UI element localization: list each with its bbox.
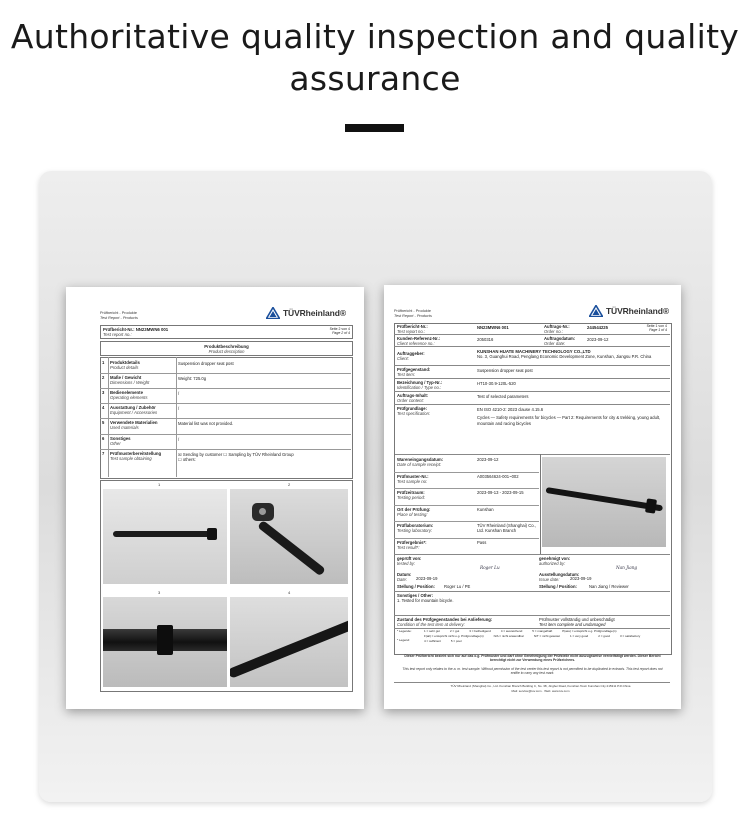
spec-label-en: Test specification: xyxy=(397,411,431,417)
product-photo-1 xyxy=(103,489,227,584)
tuv-logo xyxy=(266,306,346,320)
doc-header-line: Prüfbericht - Produkte xyxy=(394,309,431,313)
description-row xyxy=(100,373,351,389)
photo-number: 3 xyxy=(158,590,161,595)
legend-label-en: * Legend: xyxy=(397,637,410,642)
legend-item: P(ass) = entspricht o.g. Prüfgrundlage(n) xyxy=(562,629,617,633)
legend-item: N/T = nicht getestet xyxy=(533,633,560,638)
order-content: Test of selected parameters xyxy=(477,394,529,399)
page-number: Seite 2 von 4 xyxy=(329,327,350,331)
row-value: Suspension dropper seat post xyxy=(178,361,234,366)
product-photo-4 xyxy=(230,597,348,687)
tuv-triangle-icon xyxy=(589,305,603,317)
row-label: Maße / Gewicht Dimensions / Weight xyxy=(110,375,150,386)
detail-value: A003564624-001~002 xyxy=(477,473,519,479)
page-number-en: Page 1 of 4 xyxy=(649,328,667,333)
date-label-en: Date: xyxy=(397,577,408,583)
test-item-label: Prüfgegenstand: xyxy=(397,367,431,372)
issue-date-label: Ausstellungsdatum: xyxy=(539,572,580,577)
headline-line-1: Authoritative quality inspection and quality xyxy=(10,17,740,56)
detail-value: Pass xyxy=(477,539,487,545)
tuv-logo-text: TÜVRheinland® xyxy=(282,307,346,318)
legend-item: 5 = mangelhaft xyxy=(532,629,553,633)
report-no-label-en: Test report no.: xyxy=(397,329,426,335)
page-number-en: Page 2 of 4 xyxy=(332,331,350,336)
position-label: Stellung / Position: xyxy=(397,584,435,589)
description-row xyxy=(100,449,351,477)
order-date-label: Auftragsdatum: xyxy=(544,336,576,341)
row-number: 5 xyxy=(102,420,105,425)
tested-by-signature: Roger Lu xyxy=(480,565,500,570)
section-title-en: Product description xyxy=(208,349,245,355)
report-page-product-description xyxy=(66,287,364,709)
tuv-logo-text: TÜVRheinland® xyxy=(605,305,669,316)
doc-header-line: Test Report - Products xyxy=(394,313,432,318)
authorized-by-label-en: authorized by: xyxy=(539,561,566,567)
headline-underline xyxy=(345,124,404,132)
row-label: Verwendete Materialien Used materials xyxy=(110,420,158,431)
detail-row xyxy=(394,521,539,539)
photo-number: 4 xyxy=(288,590,291,595)
row-value: / xyxy=(178,406,180,411)
detail-value: Kunshan xyxy=(477,506,494,512)
content-label: Auftrags-Inhalt: xyxy=(397,393,429,398)
date-value: 2023-09-19 xyxy=(416,576,438,581)
detail-label: Prüfergebnis*: Test result*: xyxy=(397,539,427,550)
row-value: Material list was not provided. xyxy=(178,421,234,426)
detail-label: Prüfzeitraum: Testing period: xyxy=(397,490,426,501)
test-sample-photo xyxy=(542,457,666,547)
row-label: Ausstattung / Zubehör Equipment / Accessories xyxy=(110,405,158,416)
row-label: Prüfmusterbereitstellung Test sample obtaining xyxy=(110,451,162,462)
photo-number: 1 xyxy=(158,482,161,487)
description-row xyxy=(100,434,351,450)
legend-item: 3 = satisfactory xyxy=(619,633,641,638)
detail-row xyxy=(394,455,539,473)
row-number: 6 xyxy=(102,436,105,441)
legend-label: * Legende: xyxy=(397,629,412,633)
detail-row xyxy=(394,505,539,523)
report-number-label-en: Test report no.: xyxy=(103,332,132,338)
detail-value: TÜV Rheinland (Shanghai) Co., Ltd. Kunshan Branch xyxy=(477,523,536,534)
content-label-en: Order content: xyxy=(397,398,424,404)
row-number: 4 xyxy=(102,405,105,410)
authorized-by-signature: Nan Jiang xyxy=(616,565,638,570)
position-tester: Roger Lu / PE xyxy=(444,584,471,589)
disclaimer-de: Dieser Prüfbericht bezieht sich nur auf das o.g. Prüfmuster und darf ohne Genehmigung der Prüfstelle nicht auszugsweise vervielfältigt werden. Dieser Bericht berechtigt nicht zur Verwendung eines Prüfzeichens. xyxy=(404,654,661,663)
other-value: 1. Tested for mountain bicycle. xyxy=(397,598,454,603)
row-number: 7 xyxy=(102,451,105,456)
report-page-front xyxy=(384,285,681,709)
table-divider xyxy=(108,357,109,477)
description-row xyxy=(100,358,351,374)
tested-by-label: geprüft von: xyxy=(397,556,422,561)
order-date: 2023-09-12 xyxy=(587,337,609,342)
detail-value: 2023-09-12 xyxy=(477,457,499,462)
row-label: Produktdetails Product details xyxy=(110,360,140,371)
other-label: Sonstiges / Other: xyxy=(397,593,434,598)
detail-row xyxy=(394,538,539,555)
row-value: ☒ Sending by customer ☐ Sampling by TÜV Rheinland Group ☐ others: xyxy=(178,452,294,463)
type-label: Bezeichnung / Typ-Nr.: xyxy=(397,380,443,385)
legend-item: 1 = very good xyxy=(569,633,589,638)
report-no: NN23MWN6 001 xyxy=(477,325,509,330)
product-photo-3 xyxy=(103,597,227,687)
client-label: Auftraggeber: xyxy=(397,351,425,356)
legend-item: 4 = sufficient xyxy=(424,638,441,643)
section-title: Produktbeschreibung xyxy=(204,344,249,349)
detail-label: Wareneingangsdatum: Date of sample receipt: xyxy=(397,457,444,468)
client-ref-label: Kunden-Referenz-Nr.: xyxy=(397,336,441,341)
order-label: Auftrags-Nr.: xyxy=(544,324,570,329)
detail-label: Ort der Prüfung: Place of testing: xyxy=(397,506,431,517)
page-number: Seite 1 von 4 xyxy=(646,324,667,328)
order-label-en: Order no.: xyxy=(544,329,563,335)
condition-label: Zustand des Prüfgegenstandes bei Anlieferung: xyxy=(397,617,493,622)
legend-item: F(ail) = entspricht nicht o.g. Prüfgrundlage(n) xyxy=(424,633,484,638)
legend-item: 5 = poor xyxy=(450,638,462,643)
detail-label: Prüfmuster-Nr.: Test sample no: xyxy=(397,473,429,484)
detail-value: 2023-09-13 - 2023-09-15 xyxy=(477,490,524,495)
detail-label: Prüflaboratorium: Testing laboratory: xyxy=(397,523,434,534)
table-divider xyxy=(176,357,180,477)
description-row xyxy=(100,403,351,419)
client-label-en: Client: xyxy=(397,356,409,362)
doc-header-line: Test Report - Products xyxy=(100,315,138,320)
doc-header xyxy=(394,309,432,318)
spec-standard: EN ISO 4210-2: 2023 clause 4.15.6 xyxy=(477,407,544,412)
order-date-label-en: Order date: xyxy=(544,341,566,347)
headline-line-2: assurance xyxy=(289,59,461,98)
legend-item: 1 = sehr gut xyxy=(424,629,440,633)
issue-date: 2023-09-19 xyxy=(570,576,592,581)
test-item-label-en: Test item: xyxy=(397,372,415,378)
row-value: Weight: 725.0g xyxy=(178,376,207,381)
type-label-en: Identification / Type no.: xyxy=(397,385,442,391)
legend-item: N/A = nicht anwendbar xyxy=(493,633,524,638)
page-headline xyxy=(0,16,750,100)
row-label: Bedienelemente Operating elements xyxy=(110,390,148,401)
position-reviewer: Nan Jiang / Reviewer xyxy=(589,584,629,589)
legend-item: 2 = gut xyxy=(449,629,460,633)
row-value: / xyxy=(178,437,180,442)
row-number: 3 xyxy=(102,390,105,395)
legend-item: 4 = ausreichend xyxy=(500,629,523,633)
client-name: KUNSHAN HUATE MACHINERY TECHNOLOGY CO.,LTD xyxy=(477,349,591,354)
report-no-label: Prüfbericht-Nr.: xyxy=(397,324,428,329)
date-label: Datum: xyxy=(397,572,412,577)
report-number-box xyxy=(100,325,353,339)
test-item: Suspension dropper seat post xyxy=(477,368,533,373)
spec-label: Prüfgrundlage: xyxy=(397,406,428,411)
row-value: / xyxy=(178,391,180,396)
order-no: 244544225 xyxy=(587,325,608,330)
detail-row xyxy=(394,472,539,490)
type-no: HT10-30.9-120L-520 xyxy=(477,381,516,386)
client-ref-label-en: Client reference no.: xyxy=(397,341,435,347)
disclaimer-en: This test report only relates to the a. m. test sample. Without permission of the test center this test report is not permitted to be duplicated in extracts. This test report does not entitle to carry any test mark. xyxy=(402,667,663,676)
condition-value-en: Test item complete and undamaged xyxy=(539,622,606,628)
doc-header xyxy=(100,311,138,320)
legend-item: 3 = befriedigend xyxy=(469,629,491,633)
detail-row xyxy=(394,488,539,506)
footer-contact: Mail: service@tuv.com · Web: www.tuv.com xyxy=(511,689,570,693)
issue-date-label-en: Issue date: xyxy=(539,577,560,583)
description-row xyxy=(100,388,351,404)
condition-value: Prüfmuster vollständig und unbeschädigt xyxy=(539,617,615,622)
client-ref: 2050316 xyxy=(477,337,494,342)
product-photo-2 xyxy=(230,489,348,584)
legend-item: 2 = good xyxy=(598,633,610,638)
spec-description: Cycles — Safety requirements for bicycles — Part 2: Requirements for city & trekking, young adult, mountain and racing bicycles xyxy=(477,415,661,426)
doc-header-line: Prüfbericht - Produkte xyxy=(100,311,137,315)
row-number: 1 xyxy=(102,360,105,365)
row-label: Sonstiges Other xyxy=(110,436,131,447)
client-address: No. 3, Guanghui Road, Penglang Economic Development Zone, Kunshan, Jiangsu P.R. China xyxy=(477,354,652,360)
tuv-triangle-icon xyxy=(266,307,280,319)
photo-number: 2 xyxy=(288,482,291,487)
tuv-logo xyxy=(589,304,669,318)
condition-label-en: Condition of the test item at delivery: xyxy=(397,622,465,628)
position-label: Stellung / Position: xyxy=(539,584,577,589)
footer-address: TÜV Rheinland (Shanghai) Co., Ltd. Kunshan Branch Building C, No. 38, Jingbei Road, Kunshan Town Kunshan City 215311 P.R.China xyxy=(450,684,631,688)
authorized-by-label: genehmigt von: xyxy=(539,556,571,561)
report-number-label: Prüfbericht-Nr.: NN23MWN6 001 xyxy=(103,327,169,332)
section-title-box xyxy=(100,341,353,356)
tested-by-label-en: tested by: xyxy=(397,561,416,567)
description-row xyxy=(100,418,351,435)
row-number: 2 xyxy=(102,375,105,380)
